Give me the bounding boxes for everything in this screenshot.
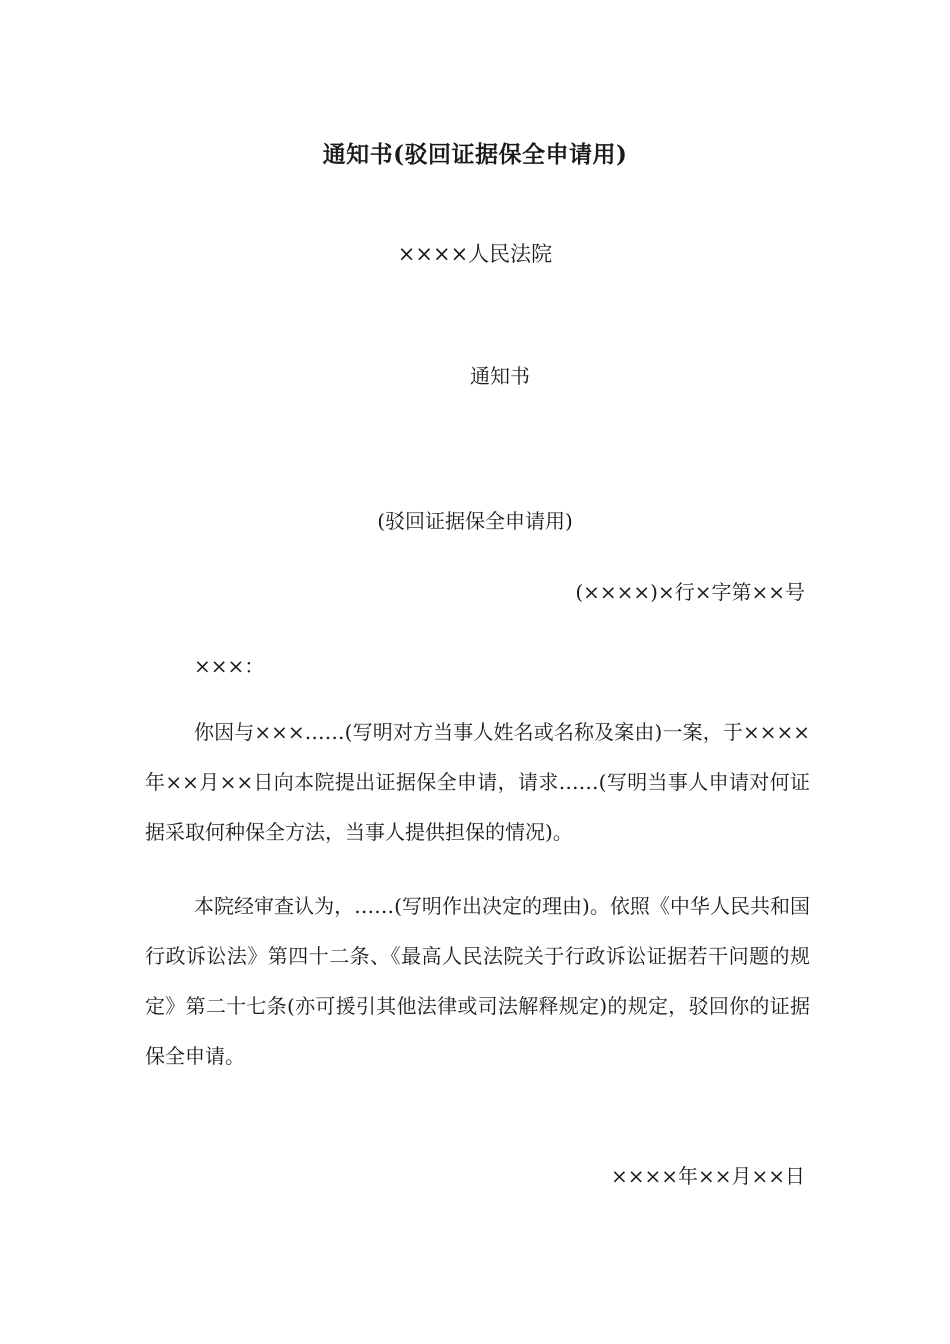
document-name: 通知书 (470, 364, 530, 388)
court-name: ××××人民法院 (397, 242, 553, 266)
case-number: (××××)×行×字第××号 (575, 580, 805, 604)
body-paragraph-1: 你因与×××……(写明对方当事人姓名或名称及案由)一案，于××××年××月××日向本院提出证据保全申请，请求……(写明当事人申请对何证据采取何种保全方法，当事人提供担保的情况)。 (145, 720, 810, 844)
document-subtitle: (驳回证据保全申请用) (377, 509, 573, 533)
body-paragraph-2: 本院经审查认为，……(写明作出决定的理由)。依照《中华人民共和国行政诉讼法》第四十二条、《最高人民法院关于行政诉讼证据若干问题的规定》第二十七条(亦可援引其他法律或司法解释规定)的规定，驳回你的证据保全申请。 (145, 894, 810, 1068)
document-date: ××××年××月××日 (610, 1164, 805, 1188)
document-title: 通知书(驳回证据保全申请用) (322, 141, 628, 168)
addressee: ×××： (194, 654, 265, 678)
